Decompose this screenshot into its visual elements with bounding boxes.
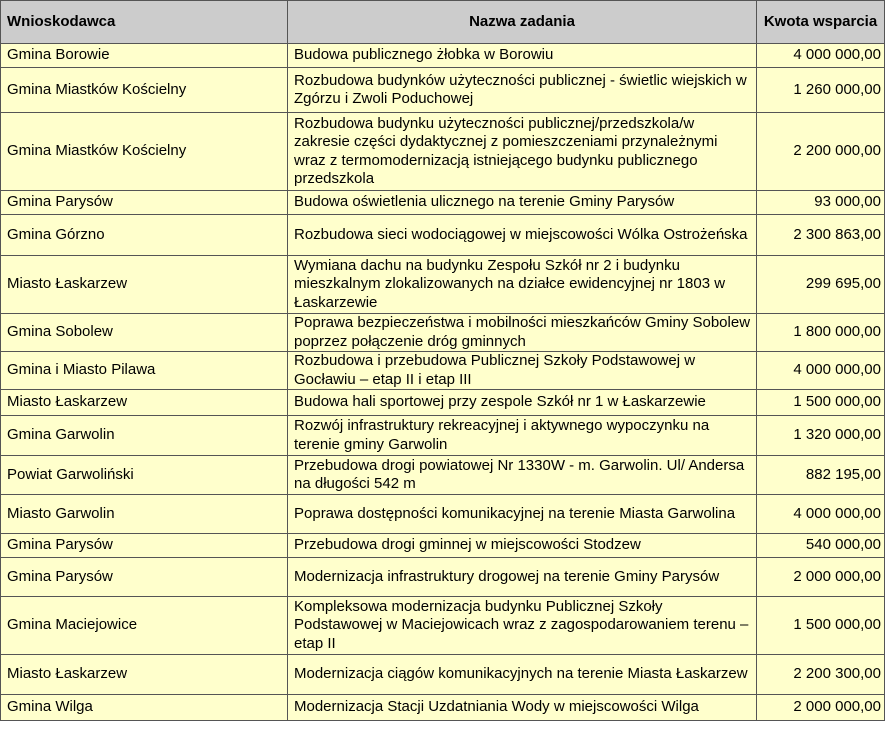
amount-cell: 93 000,00 [757, 191, 885, 215]
table-row [1, 44, 885, 68]
applicant-cell: Gmina Miastków Kościelny [1, 68, 288, 113]
applicant-cell: Gmina Parysów [1, 558, 288, 597]
applicant-cell: Gmina Wilga [1, 695, 288, 721]
table-row [1, 215, 885, 256]
amount-cell: 2 300 863,00 [757, 215, 885, 256]
applicant-cell: Miasto Łaskarzew [1, 390, 288, 416]
table-row [1, 655, 885, 695]
applicant-cell: Miasto Łaskarzew [1, 655, 288, 695]
applicant-cell: Gmina Parysów [1, 534, 288, 558]
header-applicant: Wnioskodawca [1, 1, 288, 44]
task-cell: Modernizacja ciągów komunikacyjnych na terenie Miasta Łaskarzew [288, 655, 757, 695]
header-task: Nazwa zadania [288, 1, 757, 44]
task-cell: Rozbudowa i przebudowa Publicznej Szkoły Podstawowej w Gocławiu – etap II i etap III [288, 352, 757, 390]
applicant-cell: Powiat Garwoliński [1, 456, 288, 495]
table-row [1, 534, 885, 558]
task-cell: Budowa hali sportowej przy zespole Szkół nr 1 w Łaskarzewie [288, 390, 757, 416]
table-row [1, 416, 885, 456]
table-row [1, 314, 885, 352]
amount-cell: 299 695,00 [757, 256, 885, 314]
task-cell: Przebudowa drogi gminnej w miejscowości Stodzew [288, 534, 757, 558]
task-cell: Przebudowa drogi powiatowej Nr 1330W - m. Garwolin. Ul/ Andersa na długości 542 m [288, 456, 757, 495]
task-cell: Wymiana dachu na budynku Zespołu Szkół nr 2 i budynku mieszkalnym zlokalizowanych na działce ewidencyjnej nr 1803 w Łaskarzewie [288, 256, 757, 314]
amount-cell: 540 000,00 [757, 534, 885, 558]
amount-cell: 2 000 000,00 [757, 695, 885, 721]
table-row [1, 495, 885, 534]
table-row [1, 597, 885, 655]
header-row [1, 1, 885, 44]
amount-cell: 1 500 000,00 [757, 390, 885, 416]
task-cell: Poprawa bezpieczeństwa i mobilności mieszkańców Gminy Sobolew poprzez połączenie dróg gminnych [288, 314, 757, 352]
amount-cell: 1 260 000,00 [757, 68, 885, 113]
amount-cell: 4 000 000,00 [757, 44, 885, 68]
table-row [1, 256, 885, 314]
amount-cell: 1 800 000,00 [757, 314, 885, 352]
applicant-cell: Miasto Garwolin [1, 495, 288, 534]
table-row [1, 191, 885, 215]
task-cell: Rozbudowa budynku użyteczności publicznej/przedszkola/w zakresie części dydaktycznej z pomieszczeniami przynależnymi wraz z termomodernizacją istniejącego budynku publicznego przedszkola [288, 113, 757, 191]
table-row [1, 352, 885, 390]
task-cell: Rozwój infrastruktury rekreacyjnej i aktywnego wypoczynku na terenie gminy Garwolin [288, 416, 757, 456]
table-row [1, 390, 885, 416]
amount-cell: 2 000 000,00 [757, 558, 885, 597]
applicant-cell: Gmina Miastków Kościelny [1, 113, 288, 191]
amount-cell: 1 500 000,00 [757, 597, 885, 655]
amount-cell: 1 320 000,00 [757, 416, 885, 456]
applicant-cell: Gmina Sobolew [1, 314, 288, 352]
amount-cell: 4 000 000,00 [757, 352, 885, 390]
applicant-cell: Gmina Garwolin [1, 416, 288, 456]
applicant-cell: Gmina Maciejowice [1, 597, 288, 655]
applicant-cell: Gmina i Miasto Pilawa [1, 352, 288, 390]
table-row [1, 68, 885, 113]
amount-cell: 2 200 000,00 [757, 113, 885, 191]
task-cell: Rozbudowa budynków użyteczności publicznej - świetlic wiejskich w Zgórzu i Zwoli Poduchowej [288, 68, 757, 113]
applicant-cell: Gmina Górzno [1, 215, 288, 256]
amount-cell: 882 195,00 [757, 456, 885, 495]
amount-cell: 4 000 000,00 [757, 495, 885, 534]
table-row [1, 456, 885, 495]
task-cell: Budowa oświetlenia ulicznego na terenie Gminy Parysów [288, 191, 757, 215]
applicant-cell: Gmina Borowie [1, 44, 288, 68]
task-cell: Kompleksowa modernizacja budynku Publicznej Szkoły Podstawowej w Maciejowicach wraz z zagospodarowaniem terenu – etap II [288, 597, 757, 655]
table-row [1, 113, 885, 191]
task-cell: Poprawa dostępności komunikacyjnej na terenie Miasta Garwolina [288, 495, 757, 534]
applicant-cell: Miasto Łaskarzew [1, 256, 288, 314]
task-cell: Modernizacja Stacji Uzdatniania Wody w miejscowości Wilga [288, 695, 757, 721]
task-cell: Budowa publicznego żłobka w Borowiu [288, 44, 757, 68]
task-cell: Rozbudowa sieci wodociągowej w miejscowości Wólka Ostrożeńska [288, 215, 757, 256]
table-row [1, 558, 885, 597]
amount-cell: 2 200 300,00 [757, 655, 885, 695]
table-row [1, 695, 885, 721]
header-amount: Kwota wsparcia [757, 1, 885, 44]
applicant-cell: Gmina Parysów [1, 191, 288, 215]
task-cell: Modernizacja infrastruktury drogowej na terenie Gminy Parysów [288, 558, 757, 597]
